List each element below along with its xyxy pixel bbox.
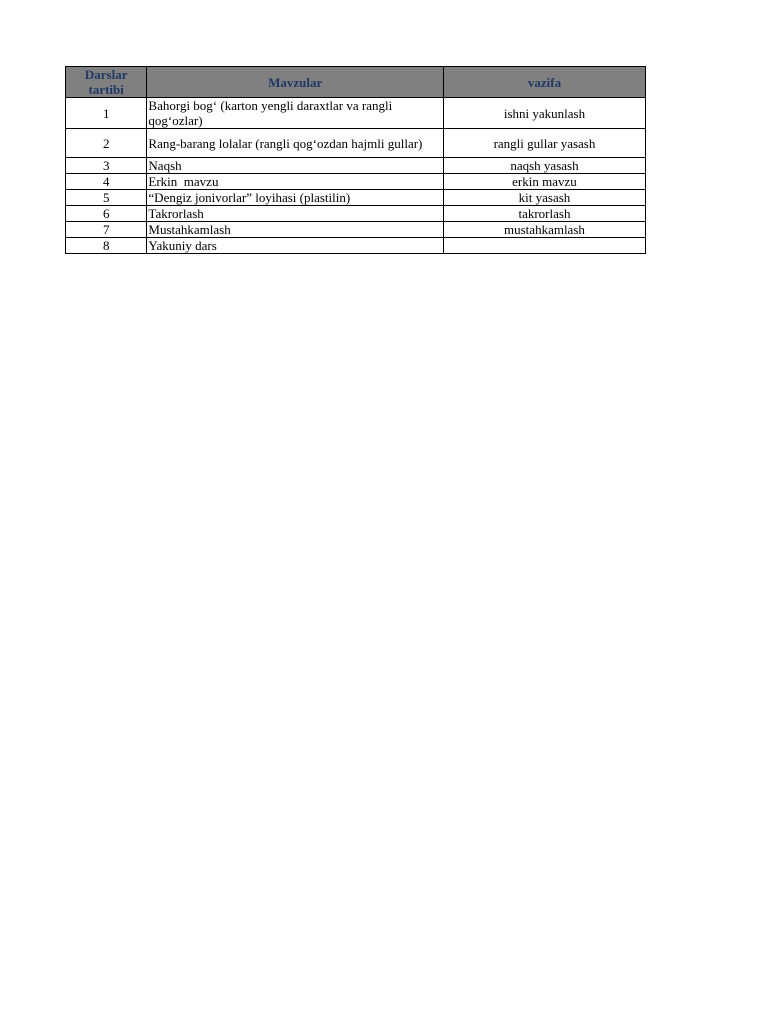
lesson-number: 5 xyxy=(66,190,147,206)
lesson-task: takrorlash xyxy=(443,206,645,222)
lesson-topic: Mustahkamlash xyxy=(147,222,444,238)
lesson-number: 7 xyxy=(66,222,147,238)
table-body xyxy=(66,98,646,254)
table-row xyxy=(66,129,646,158)
header-task: vazifa xyxy=(443,67,645,98)
header-topics: Mavzular xyxy=(147,67,444,98)
lesson-topic: Takrorlash xyxy=(147,206,444,222)
table-row xyxy=(66,238,646,254)
header-row xyxy=(66,67,646,98)
table-header xyxy=(66,67,646,98)
lesson-topic: Rang-barang lolalar (rangli qog‘ozdan hajmli gullar) xyxy=(147,129,444,158)
header-lesson-order: Darslar tartibi xyxy=(66,67,147,98)
lesson-number: 3 xyxy=(66,158,147,174)
table-row xyxy=(66,206,646,222)
lesson-topic: “Dengiz jonivorlar” loyihasi (plastilin) xyxy=(147,190,444,206)
lesson-number: 2 xyxy=(66,129,147,158)
lesson-number: 1 xyxy=(66,98,147,129)
lesson-task: mustahkamlash xyxy=(443,222,645,238)
lesson-topic: Naqsh xyxy=(147,158,444,174)
lesson-topic: Yakuniy dars xyxy=(147,238,444,254)
table-row xyxy=(66,190,646,206)
lesson-task: kit yasash xyxy=(443,190,645,206)
lesson-task xyxy=(443,238,645,254)
lesson-task: naqsh yasash xyxy=(443,158,645,174)
table-row xyxy=(66,222,646,238)
lesson-task: rangli gullar yasash xyxy=(443,129,645,158)
table-row xyxy=(66,174,646,190)
lesson-number: 6 xyxy=(66,206,147,222)
lesson-number: 4 xyxy=(66,174,147,190)
lesson-plan-table xyxy=(65,66,646,254)
table-row xyxy=(66,158,646,174)
lesson-number: 8 xyxy=(66,238,147,254)
lesson-topic: Bahorgi bog‘ (karton yengli daraxtlar va rangli qog‘ozlar) xyxy=(147,98,444,129)
lesson-task: ishni yakunlash xyxy=(443,98,645,129)
lesson-task: erkin mavzu xyxy=(443,174,645,190)
lesson-topic: Erkin mavzu xyxy=(147,174,444,190)
table-row xyxy=(66,98,646,129)
